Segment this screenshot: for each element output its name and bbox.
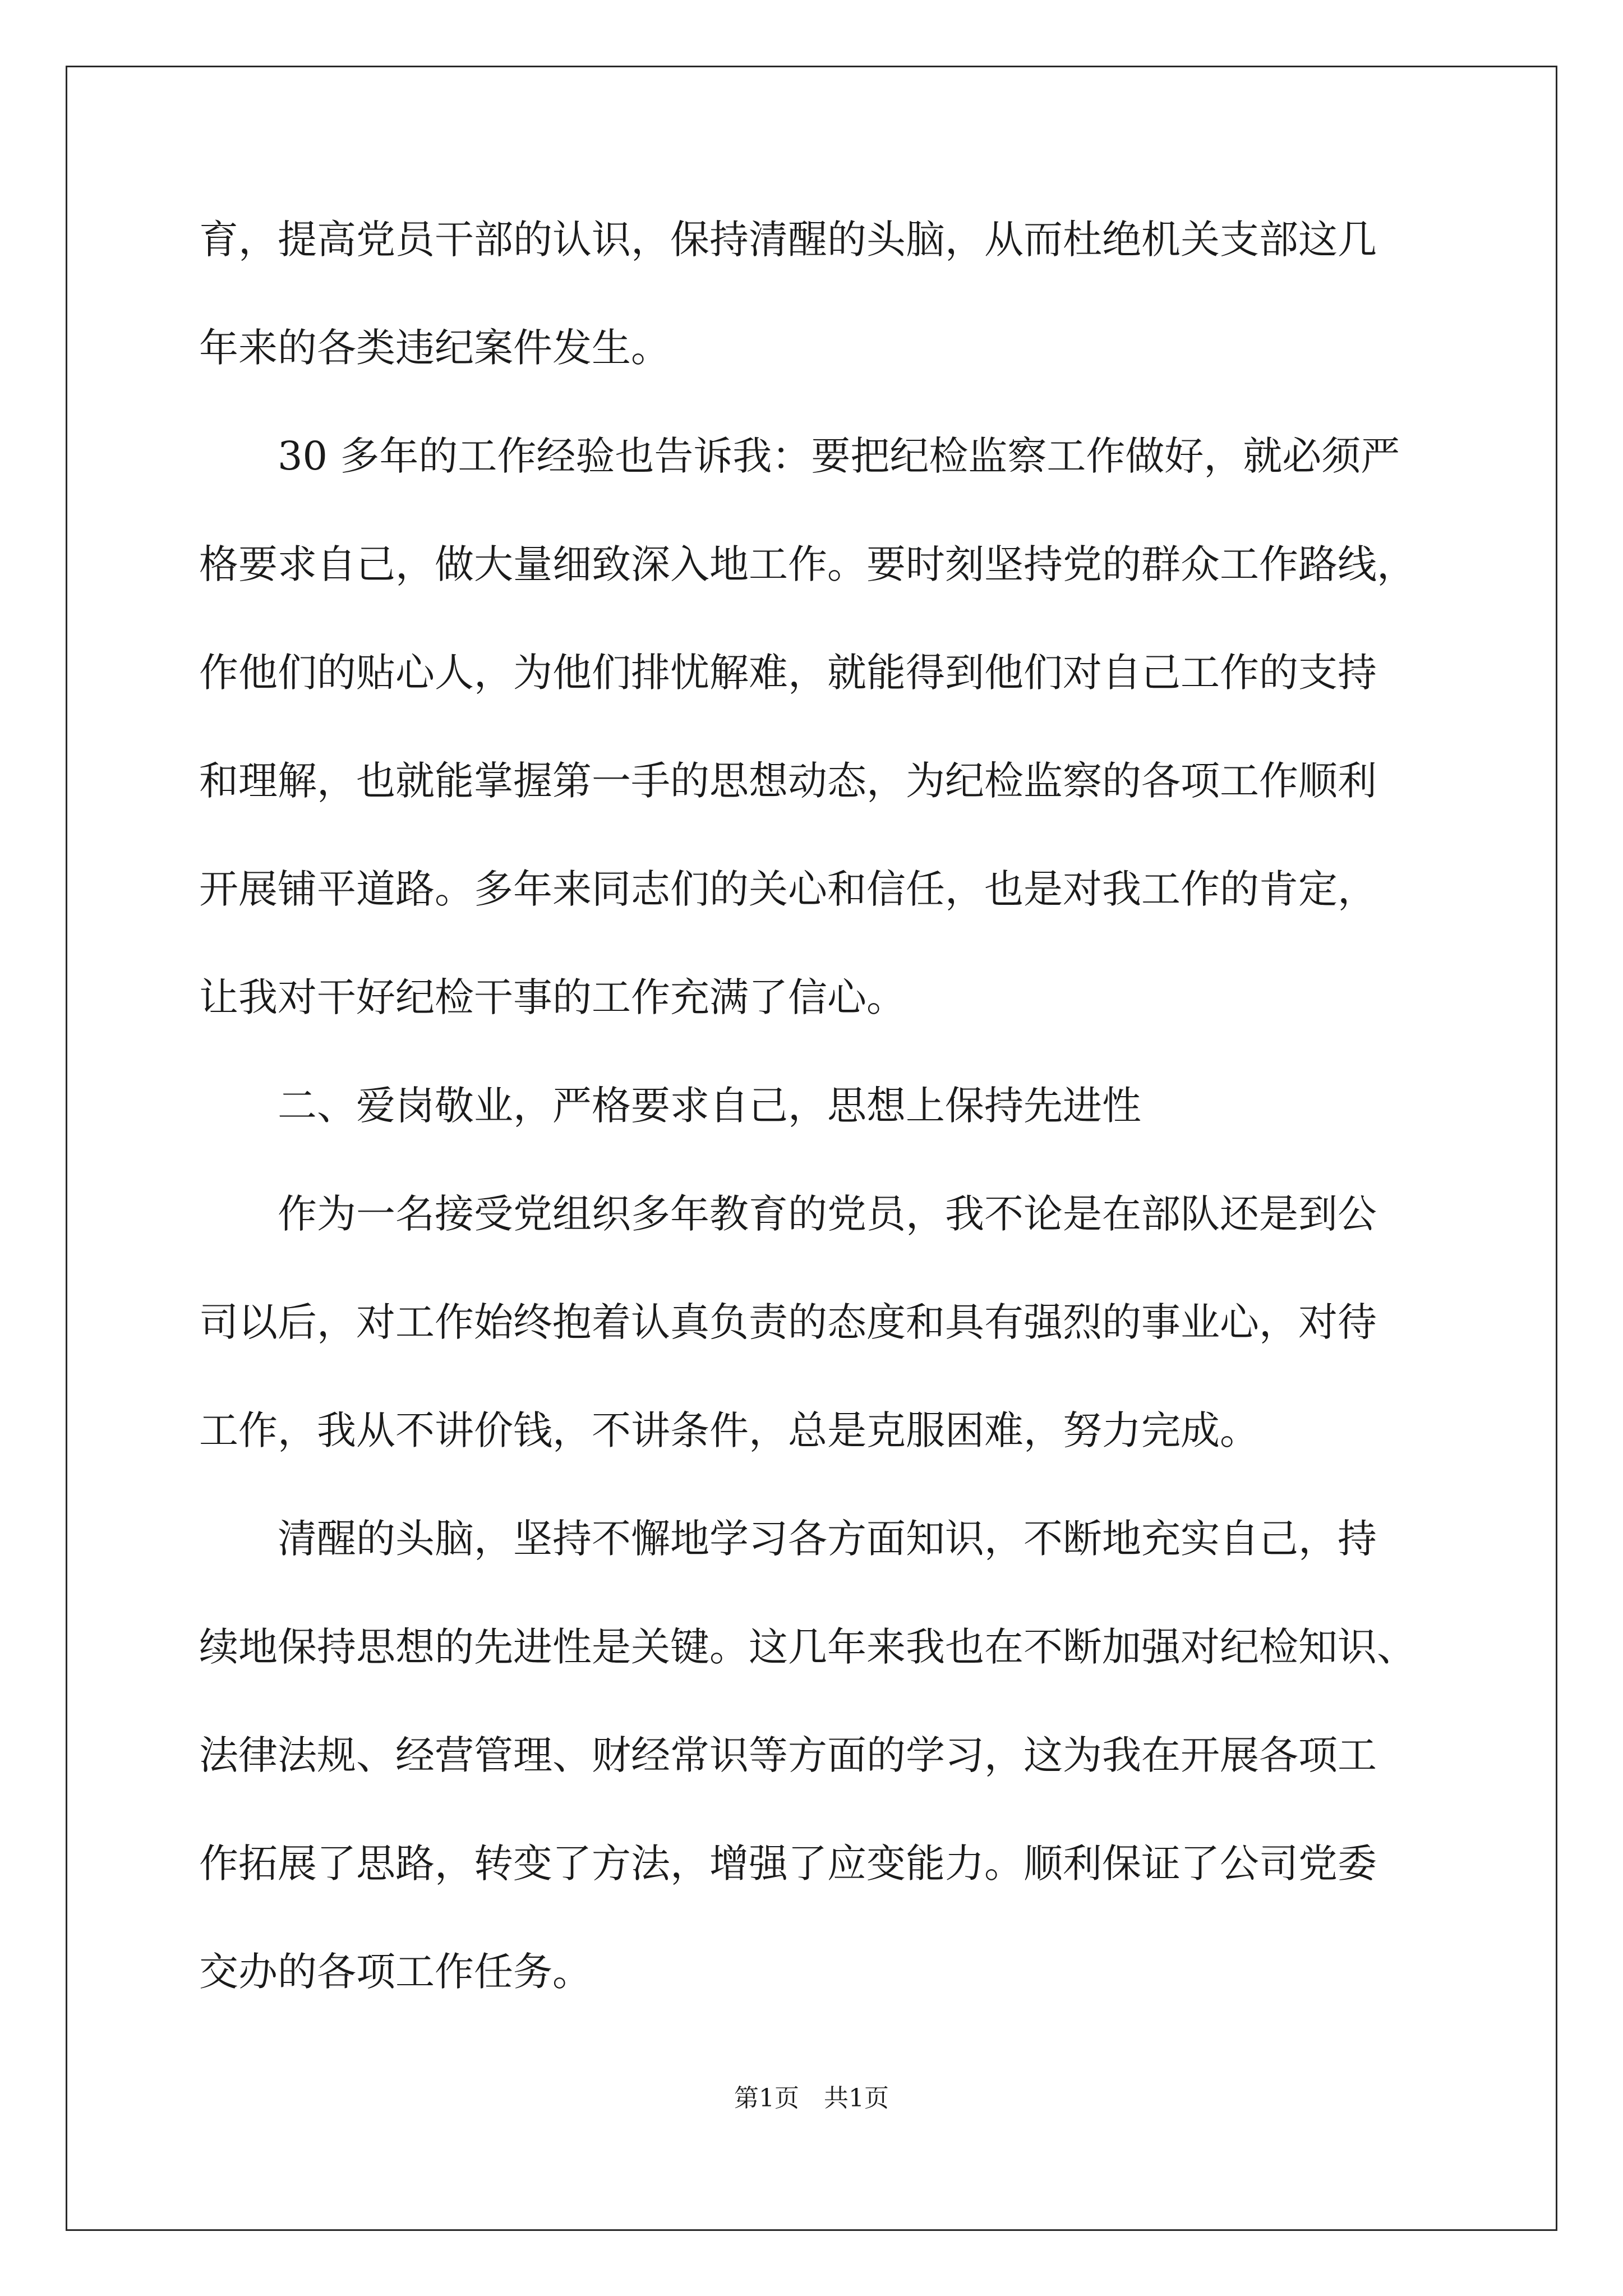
- text-line: 二、爱岗敬业，严格要求自己，思想上保持先进性: [278, 1083, 1141, 1129]
- text-line: 30 多年的工作经验也告诉我：要把纪检监察工作做好，就必须严: [278, 433, 1400, 479]
- text-line: 法律法规、经营管理、财经常识等方面的学习，这为我在开展各项工: [199, 1732, 1377, 1778]
- text-line: 续地保持思想的先进性是关键。这几年来我也在不断加强对纪检知识、: [199, 1624, 1416, 1670]
- text-line: 司以后，对工作始终抱着认真负责的态度和具有强烈的事业心，对待: [199, 1299, 1377, 1345]
- page-number: 第1页: [734, 2084, 799, 2113]
- text-line: 育，提高党员干部的认识，保持清醒的头脑，从而杜绝机关支部这几: [199, 217, 1377, 263]
- text-line: 开展铺平道路。多年来同志们的关心和信任，也是对我工作的肯定，: [199, 866, 1377, 912]
- text-line: 让我对干好纪检干事的工作充满了信心。: [199, 974, 906, 1020]
- text-line: 年来的各类违纪案件发生。: [199, 325, 670, 371]
- document-body: [199, 217, 1478, 2060]
- text-line: 交办的各项工作任务。: [199, 1949, 592, 1995]
- text-line: 作为一名接受党组织多年教育的党员，我不论是在部队还是到公: [278, 1191, 1377, 1237]
- page-total: 共1页: [824, 2084, 889, 2113]
- text-line: 作他们的贴心人，为他们排忧解难，就能得到他们对自己工作的支持: [199, 650, 1377, 696]
- text-line: 格要求自己，做大量细致深入地工作。要时刻坚持党的群众工作路线，: [199, 541, 1416, 587]
- text-line: 清醒的头脑，坚持不懈地学习各方面知识，不断地充实自己，持: [278, 1516, 1377, 1562]
- text-line: 和理解，也就能掌握第一手的思想动态，为纪检监察的各项工作顺利: [199, 758, 1377, 804]
- page-footer: [0, 2085, 1623, 2113]
- text-line: 作拓展了思路，转变了方法，增强了应变能力。顺利保证了公司党委: [199, 1841, 1377, 1887]
- text-line: 工作，我从不讲价钱，不讲条件，总是克服困难，努力完成。: [199, 1407, 1259, 1453]
